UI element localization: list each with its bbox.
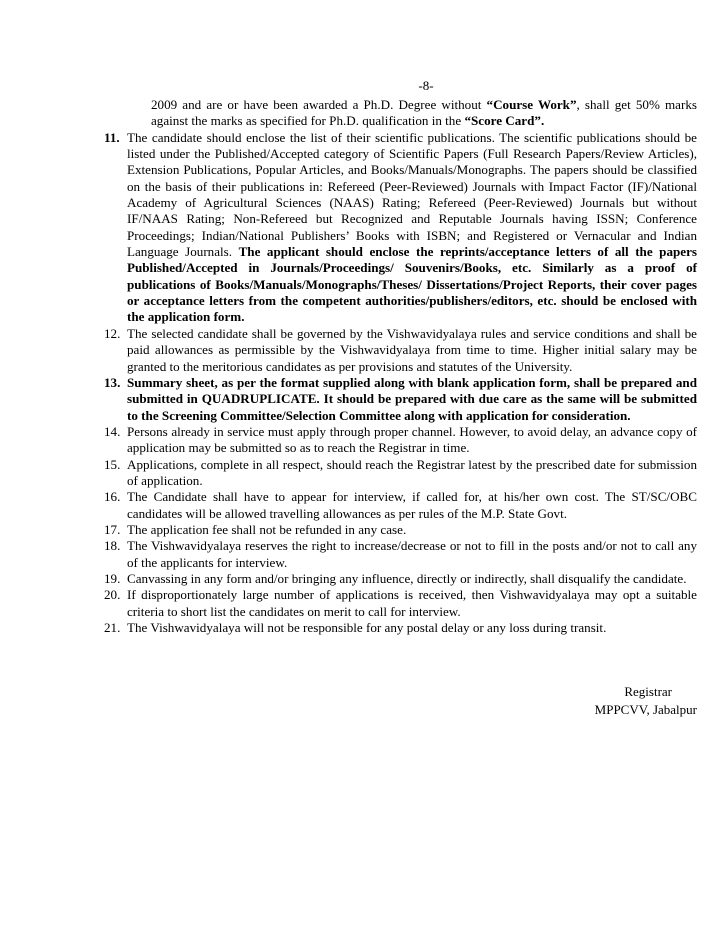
item-text: The application fee shall not be refunded in any case.	[127, 521, 407, 537]
item-number: 18.	[104, 538, 121, 554]
item-number: 19.	[104, 570, 121, 586]
item-number: 11.	[104, 129, 120, 145]
list-item-20	[104, 587, 697, 620]
item-text: The candidate should enclose the list of their scientific publications. The scientific publications should be listed under the Published/Accepted category of Scientific Papers (Full Research Papers/Review Articles), Extension Publications, Popular Articles, and Books/Manuals/Monographs. The papers should be classified on the basis of their publications in: Refereed (Peer-Reviewed) Journals with Impact Factor (IF)/National Academy of Agricultural Sciences (NAAS) Rating; Refereed (Peer-Reviewed) Journals but without IF/NAAS Rating; Non-Refereed but Recognized and Reputable Journals having ISSN; Conference Proceedings; Indian/National Publishers’ Books with ISBN; and Registered or Vernacular and Indian Language Journals.	[127, 129, 697, 260]
item-text: Applications, complete in all respect, should reach the Registrar latest by the prescribed date for submission of application.	[127, 456, 697, 488]
item-number: 21.	[104, 620, 121, 635]
page-number: -8-	[418, 78, 434, 93]
item-number: 13.	[104, 374, 121, 390]
item-number: 15.	[104, 456, 121, 472]
item-number: 20.	[104, 587, 121, 603]
document-body	[104, 97, 697, 636]
item-number: 17.	[104, 521, 121, 537]
item-text: The Vishwavidyalaya will not be responsible for any postal delay or any loss during transit.	[127, 620, 607, 635]
item-text: Canvassing in any form and/or bringing any influence, directly or indirectly, shall disqualify the candidate.	[127, 570, 687, 586]
item-text: The Vishwavidyalaya reserves the right to increase/decrease or not to fill in the posts and/or not to call any of the applicants for interview.	[127, 538, 697, 570]
item-text: The selected candidate shall be governed by the Vishwavidyalaya rules and service conditions and shall be paid allowances as permissible by the Vishwavidyalaya from time to time. Higher initial salary may be granted to the meritorious candidates as per provisions and statutes of the University.	[127, 325, 697, 374]
continuation-text-a: 2009 and are or have been awarded a Ph.D. Degree without	[151, 97, 487, 112]
item-text: The Candidate shall have to appear for interview, if called for, at his/her own cost. The ST/SC/OBC candidates will be allowed travelling allowances as per rules of the M.P. State Govt.	[127, 489, 697, 521]
continuation-paragraph	[104, 97, 697, 130]
list-item-13	[104, 375, 697, 424]
signature-org: MPPCVV, Jabalpur	[594, 702, 697, 717]
list-item-21	[104, 620, 697, 636]
item-number: 16.	[104, 489, 121, 505]
item-number: 12.	[104, 325, 121, 341]
item-bold-text: The applicant should enclose the reprints/acceptance letters of all the papers Published/Accepted in Journals/Proceedings/ Souvenirs/Books, etc. Similarly as a proof of publications of Books/Manuals/Monographs/Theses/ Dissertations/Project Reports, their cover pages or acceptance letters from the competent authorities/publishers/editors, etc. should be enclosed with the application form.	[127, 244, 697, 325]
item-bold-text: Summary sheet, as per the format supplied along with blank application form, shall be prepared and submitted in QUADRUPLICATE. It should be prepared with due care as the same will be submitted to the Screening Committee/Selection Committee along with application for consideration.	[127, 374, 697, 423]
continuation-bold-b: “Score Card”.	[464, 113, 545, 129]
list-item-12	[104, 326, 697, 375]
signature-title: Registrar	[624, 684, 672, 699]
list-item-18	[104, 538, 697, 571]
item-number: 14.	[104, 423, 121, 439]
list-item-15	[104, 457, 697, 490]
list-item-19	[104, 571, 697, 587]
list-item-16	[104, 489, 697, 522]
signature-block	[595, 683, 697, 719]
list-item-11	[104, 130, 697, 326]
continuation-bold-a: “Course Work”	[486, 97, 577, 112]
item-text: If disproportionately large number of applications is received, then Vishwavidyalaya may opt a suitable criteria to short list the candidates on merit to call for interview.	[127, 587, 697, 619]
list-item-14	[104, 424, 697, 457]
list-item-17	[104, 522, 697, 538]
item-text: Persons already in service must apply through proper channel. However, to avoid delay, an advance copy of application may be submitted so as to reach the Registrar in time.	[127, 423, 697, 456]
continuation-text-b: , shall get 50% marks against the marks as specified for Ph.D. qualification in the	[151, 97, 697, 129]
